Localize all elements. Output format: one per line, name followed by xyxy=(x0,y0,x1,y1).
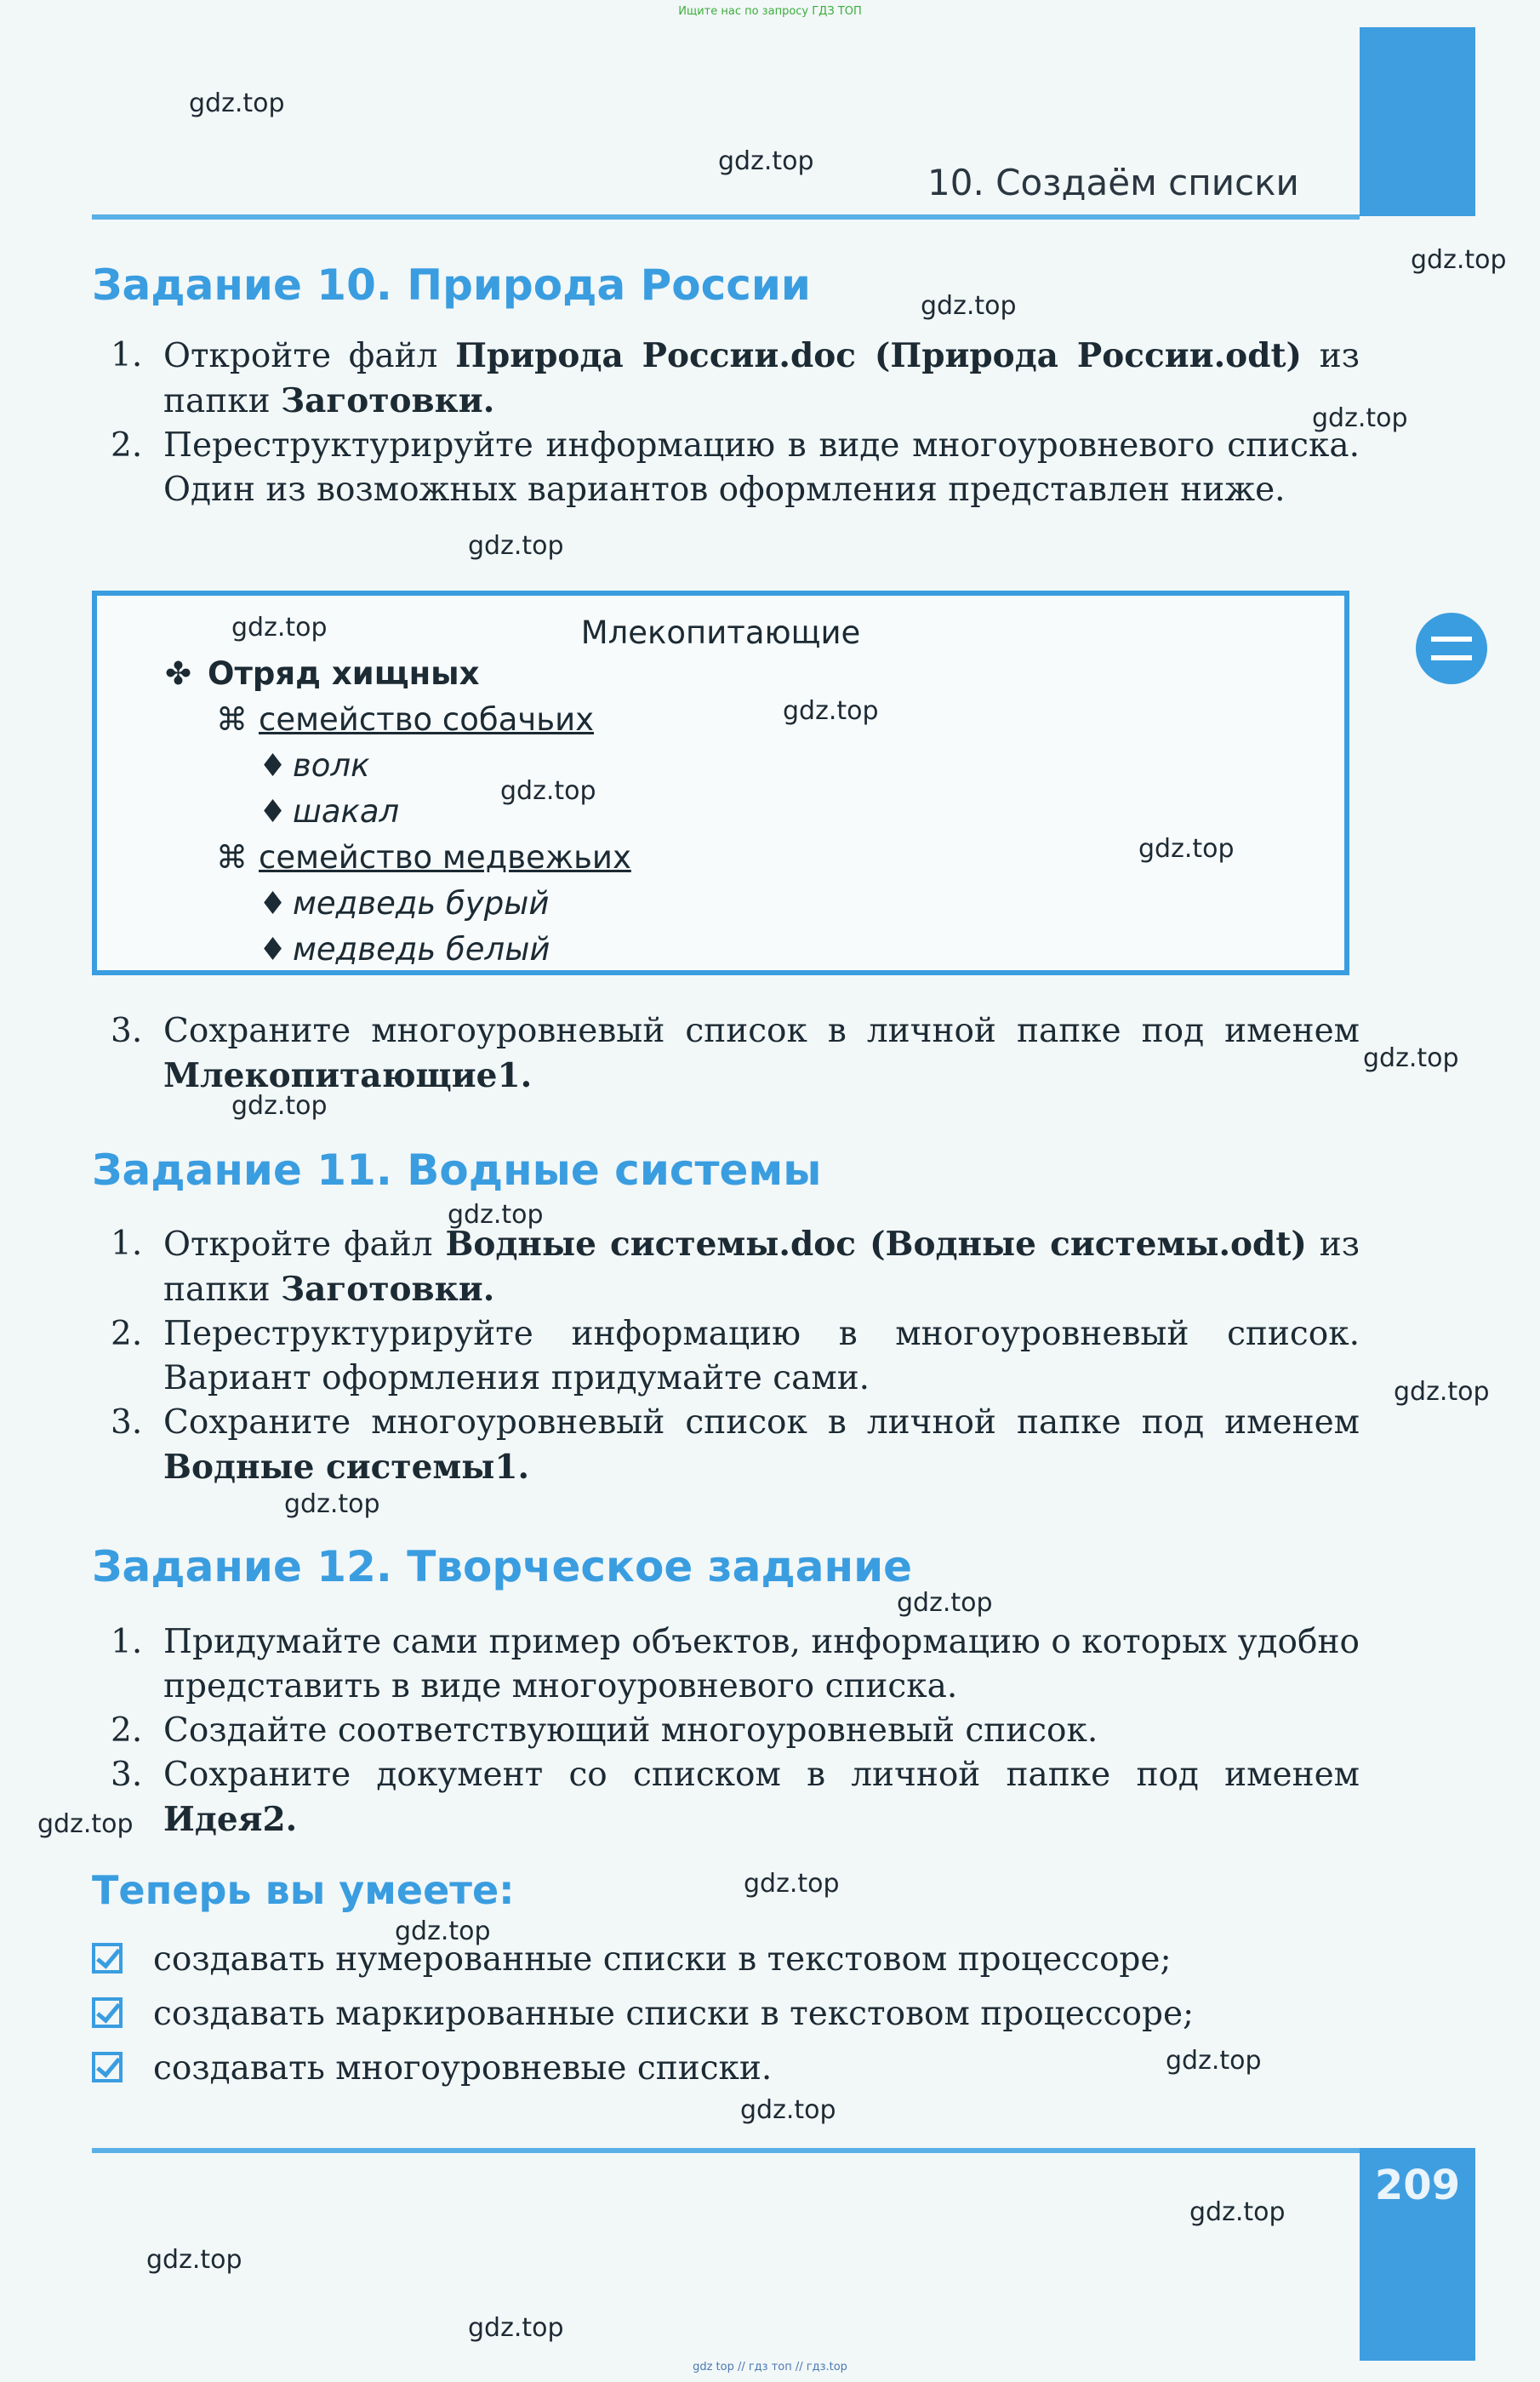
task11-item-2 xyxy=(111,1312,1360,1401)
watermark: gdz.top xyxy=(740,2095,836,2125)
header-rule xyxy=(92,214,1360,220)
flower-bullet-icon: ✤ xyxy=(165,655,192,692)
watermark: gdz.top xyxy=(783,696,879,726)
bottom-note: gdz top // гдз топ // гдз.top xyxy=(693,2361,847,2373)
diamond-bullet-icon: ♦ xyxy=(259,747,288,784)
item-number: 2. xyxy=(111,426,143,465)
file-name: Водные системы.doc (Водные системы.odt) xyxy=(445,1225,1307,1264)
item-number: 1. xyxy=(111,336,143,374)
watermark: gdz.top xyxy=(468,2313,564,2343)
item-number: 3. xyxy=(111,1012,143,1050)
example-title: Млекопитающие xyxy=(580,614,861,651)
folder-name: Заготовки. xyxy=(281,381,495,420)
item-text: Создайте соответствующий многоуровневый список. xyxy=(163,1711,1098,1750)
top-note: Ищите нас по запросу ГДЗ ТОП xyxy=(678,5,862,18)
item-text: Переструктурируйте информацию в виде многоуровневого списка. Один из возможных вариантов оформления представлен ниже. xyxy=(163,426,1360,509)
watermark: gdz.top xyxy=(1189,2197,1286,2227)
watermark: gdz.top xyxy=(897,1588,993,1618)
task12-item-2 xyxy=(111,1709,1360,1753)
item-text: Откройте файл xyxy=(163,337,456,375)
task10-item-2 xyxy=(111,424,1360,512)
item-label: медведь белый xyxy=(293,931,550,968)
item-label: волк xyxy=(293,747,370,784)
checkbox-icon xyxy=(92,1997,123,2028)
task10-list-cont xyxy=(111,1009,1360,1099)
watermark: gdz.top xyxy=(500,776,596,806)
example-item xyxy=(259,885,549,922)
command-bullet-icon: ⌘ xyxy=(216,839,248,876)
page-number: 209 xyxy=(1374,2162,1461,2209)
swap-arrows-icon xyxy=(1416,613,1487,684)
item-label: шакал xyxy=(293,793,400,830)
watermark: gdz.top xyxy=(37,1809,134,1839)
diamond-bullet-icon: ♦ xyxy=(259,885,288,922)
item-number: 3. xyxy=(111,1756,143,1794)
checkbox-icon xyxy=(92,2052,123,2082)
watermark: gdz.top xyxy=(921,291,1017,321)
watermark: gdz.top xyxy=(718,146,814,176)
watermark: gdz.top xyxy=(448,1200,544,1230)
item-text: из папки xyxy=(163,337,1360,420)
example-item xyxy=(259,931,550,968)
watermark: gdz.top xyxy=(231,1091,328,1121)
watermark: gdz.top xyxy=(468,531,564,561)
example-item xyxy=(259,747,369,784)
watermark: gdz.top xyxy=(1411,245,1507,275)
file-name: Идея2. xyxy=(163,1800,298,1839)
item-number: 1. xyxy=(111,1623,143,1661)
item-number: 1. xyxy=(111,1225,143,1263)
item-number: 3. xyxy=(111,1403,143,1442)
item-label: медведь бурый xyxy=(293,885,550,922)
watermark: gdz.top xyxy=(1312,403,1408,433)
item-number: 2. xyxy=(111,1315,143,1353)
task12-item-1 xyxy=(111,1620,1360,1709)
task11-item-1 xyxy=(111,1222,1360,1312)
watermark: gdz.top xyxy=(284,1489,380,1519)
example-level1 xyxy=(165,655,480,692)
task11-title: Задание 11. Водные системы xyxy=(92,1145,822,1195)
summary-item xyxy=(92,1940,1172,1979)
task10-item-1 xyxy=(111,334,1360,424)
summary-item xyxy=(92,1995,1194,2033)
file-name: Водные системы1. xyxy=(163,1448,530,1487)
task12-list xyxy=(111,1620,1360,1842)
diamond-bullet-icon: ♦ xyxy=(259,931,288,968)
diamond-bullet-icon: ♦ xyxy=(259,793,288,830)
family2-label: семейство медвежьих xyxy=(259,839,631,876)
watermark: gdz.top xyxy=(744,1869,840,1899)
watermark: gdz.top xyxy=(146,2245,242,2275)
watermark: gdz.top xyxy=(1394,1377,1490,1407)
watermark: gdz.top xyxy=(1138,834,1235,864)
level1-label: Отряд хищных xyxy=(208,655,480,692)
item-text: Сохраните многоуровневый список в личной папке под именем xyxy=(163,1403,1360,1442)
item-text: Придумайте сами пример объектов, информацию о которых удобно представить в виде многоуровневого списка. xyxy=(163,1623,1360,1705)
summary-text: создавать маркированные списки в текстовом процессоре; xyxy=(153,1995,1195,2033)
footer-rule xyxy=(92,2148,1360,2153)
summary-text: создавать многоуровневые списки. xyxy=(153,2049,773,2088)
summary-text: создавать нумерованные списки в текстовом процессоре; xyxy=(153,1940,1172,1979)
task12-title: Задание 12. Творческое задание xyxy=(92,1542,913,1591)
item-text: Сохраните многоуровневый список в личной папке под именем xyxy=(163,1012,1360,1050)
item-text: Сохраните документ со списком в личной папке под именем xyxy=(163,1756,1360,1794)
task12-item-3 xyxy=(111,1753,1360,1842)
item-text: Откройте файл xyxy=(163,1225,446,1264)
command-bullet-icon: ⌘ xyxy=(216,701,248,738)
watermark: gdz.top xyxy=(1363,1043,1459,1073)
task11-item-3 xyxy=(111,1401,1360,1490)
checkbox-icon xyxy=(92,1943,123,1974)
task10-title: Задание 10. Природа России xyxy=(92,260,811,310)
example-box xyxy=(92,591,1349,975)
summary-title: Теперь вы умеете: xyxy=(92,1867,515,1913)
summary-item xyxy=(92,2049,772,2088)
example-family1 xyxy=(216,701,594,738)
watermark: gdz.top xyxy=(395,1916,491,1946)
watermark: gdz.top xyxy=(1166,2046,1262,2076)
task10-list xyxy=(111,334,1360,512)
watermark: gdz.top xyxy=(189,89,285,118)
side-bar-top xyxy=(1360,27,1475,216)
task11-list xyxy=(111,1222,1360,1490)
file-name: Природа России.doc (Природа России.odt) xyxy=(455,336,1302,375)
item-number: 2. xyxy=(111,1711,143,1750)
example-family2 xyxy=(216,839,631,876)
item-text: из папки xyxy=(163,1225,1360,1309)
watermark: gdz.top xyxy=(231,613,328,643)
folder-name: Заготовки. xyxy=(281,1270,495,1309)
file-name: Млекопитающие1. xyxy=(163,1056,533,1095)
task10-item-3 xyxy=(111,1009,1360,1099)
example-item xyxy=(259,793,399,830)
item-text: Переструктурируйте информацию в многоуровневый список. Вариант оформления придумайте сами. xyxy=(163,1315,1360,1397)
family1-label: семейство собачьих xyxy=(259,701,595,738)
chapter-title: 10. Создаём списки xyxy=(927,162,1299,203)
